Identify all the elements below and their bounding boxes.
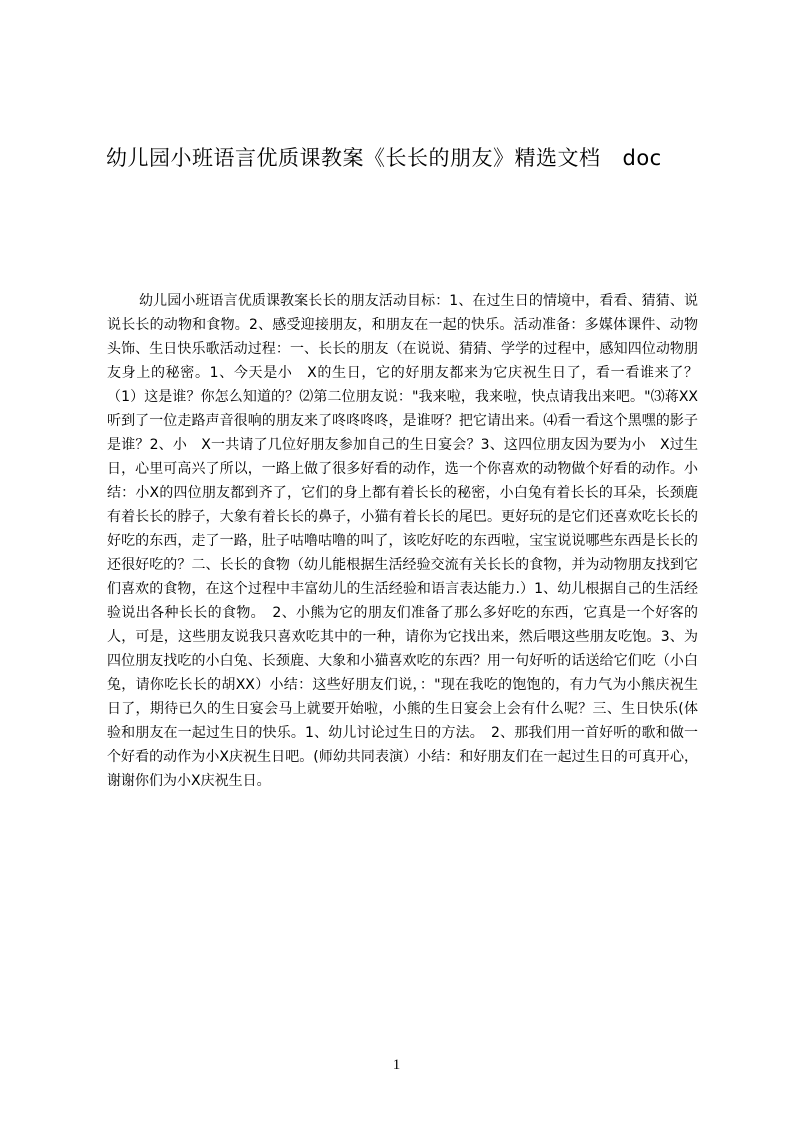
document-body-paragraph: 幼儿园小班语言优质课教案长长的朋友活动目标：1、在过生日的情境中，看看、猜猜、说说长长的动物和食物。2、感受迎接朋友，和朋友在一起的快乐。活动准备：多媒体课件、动物头饰、生日快乐歌活动过程：一、长长的朋友（在说说、猜猜、学学的过程中，感知四位动物朋友身上的秘密。1、今天是小 X的生日，它的好朋友都来为它庆祝生日了，看一看谁来了？（1）这是谁？你怎么知道的？⑵第二位朋友说："我来啦，我来啦，快点请我出来吧。"⑶蒋XX听到了一位走路声音很响的朋友来了咚咚咚咚，是谁呀？把它请出来。⑷看一看这个黑嘿的影子是谁？2、小 X一共请了几位好朋友参加自己的生日宴会？3、这四位朋友因为要为小 X过生日，心里可高兴了所以，一路上做了很多好看的动作，选一个你喜欢的动物做个好看的动作。小结：小X的四位朋友都到齐了，它们的身上都有着长长的秘密，小白兔有着长长的耳朵，长颈鹿有着长长的脖子，大象有着长长的鼻子，小猫有着长长的尾巴。更好玩的是它们还喜欢吃长长的好吃的东西，走了一路，肚子咕噜咕噜的叫了，该吃好吃的东西啦，宝宝说说哪些东西是长长的还很好吃的？二、长长的食物（幼儿能根据生活经验交流有关长长的食物，并为动物朋友找到它们喜欢的食物，在这个过程中丰富幼儿的生活经验和语言表达能力.）1、幼儿根据自己的生活经验说出各种长长的食物。 2、小熊为它的朋友们准备了那么多好吃的东西，它真是一个好客的人，可是，这些朋友说我只喜欢吃其中的一种，请你为它找出来，然后喂这些朋友吃饱。3、为四位朋友找吃的小白兔、长颈鹿、大象和小猫喜欢吃的东西？用一句好听的话送给它们吃（小白兔，请你吃长长的胡XX）小结：这些好朋友们说，："现在我吃的饱饱的，有力气为小熊庆祝生日了，期待已久的生日宴会马上就要开始啦，小熊的生日宴会上会有什么呢？三、生日快乐(体验和朋友在一起过生日的快乐。1、幼儿讨论过生日的方法。 2、那我们用一首好听的歌和做一个好看的动作为小X庆祝生日吧。(师幼共同表演）小结：和好朋友们在一起过生日的可真开心，谢谢你们为小X庆祝生日。: [107, 293, 698, 789]
page-number: 1: [392, 1057, 401, 1073]
title-suffix: doc: [622, 146, 662, 170]
title-text: 幼儿园小班语言优质课教案《长长的朋友》精选文档: [106, 146, 601, 170]
document-title: [106, 142, 698, 176]
